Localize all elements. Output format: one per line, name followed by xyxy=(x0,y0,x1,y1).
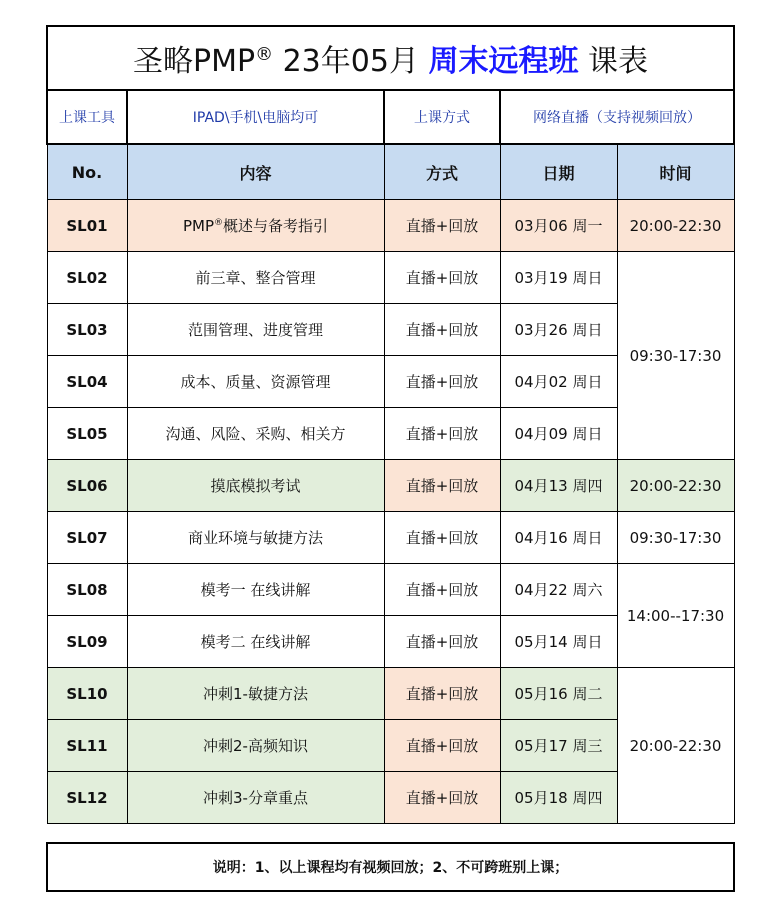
header-content: 内容 xyxy=(127,144,384,200)
row-time: 20:00-22:30 xyxy=(617,668,734,824)
row-mode: 直播+回放 xyxy=(384,408,500,460)
page-title xyxy=(47,26,734,90)
title-highlight: 周末远程班 xyxy=(428,44,579,79)
row-content: 沟通、风险、采购、相关方 xyxy=(127,408,384,460)
row-content: 模考二 在线讲解 xyxy=(127,616,384,668)
row-date: 05月17 周三 xyxy=(500,720,617,772)
table-row xyxy=(47,460,734,512)
row-content: PMP®概述与备考指引 xyxy=(127,200,384,252)
table-row xyxy=(47,668,734,720)
header-row xyxy=(47,144,734,200)
row-date: 03月06 周一 xyxy=(500,200,617,252)
schedule-sheet xyxy=(46,25,733,824)
table-row xyxy=(47,564,734,616)
row-date: 04月13 周四 xyxy=(500,460,617,512)
row-mode: 直播+回放 xyxy=(384,512,500,564)
header-date: 日期 xyxy=(500,144,617,200)
row-mode: 直播+回放 xyxy=(384,668,500,720)
row-time: 09:30-17:30 xyxy=(617,512,734,564)
row-time: 20:00-22:30 xyxy=(617,200,734,252)
row-no: SL09 xyxy=(47,616,127,668)
title-middle: 23年05月 xyxy=(273,44,429,79)
row-no: SL05 xyxy=(47,408,127,460)
row-date: 03月19 周日 xyxy=(500,252,617,304)
row-mode: 直播+回放 xyxy=(384,304,500,356)
footer-note: 说明：1、以上课程均有视频回放；2、不可跨班别上课； xyxy=(46,842,735,892)
tool-label: 上课工具 xyxy=(47,90,127,144)
row-time: 20:00-22:30 xyxy=(617,460,734,512)
row-mode: 直播+回放 xyxy=(384,252,500,304)
row-mode: 直播+回放 xyxy=(384,616,500,668)
row-content: 冲刺3-分章重点 xyxy=(127,772,384,824)
mode-label: 上课方式 xyxy=(384,90,500,144)
row-content: 成本、质量、资源管理 xyxy=(127,356,384,408)
title-suffix: 课表 xyxy=(578,44,649,79)
header-no: No. xyxy=(47,144,127,200)
row-no: SL03 xyxy=(47,304,127,356)
info-row xyxy=(47,90,734,144)
row-time: 14:00--17:30 xyxy=(617,564,734,668)
row-no: SL08 xyxy=(47,564,127,616)
row-no: SL11 xyxy=(47,720,127,772)
row-date: 04月16 周日 xyxy=(500,512,617,564)
row-content: 模考一 在线讲解 xyxy=(127,564,384,616)
row-date: 04月02 周日 xyxy=(500,356,617,408)
title-prefix: 圣略PMP xyxy=(132,44,256,79)
row-mode: 直播+回放 xyxy=(384,720,500,772)
row-mode: 直播+回放 xyxy=(384,772,500,824)
mode-value: 网络直播（支持视频回放） xyxy=(500,90,734,144)
schedule-table xyxy=(46,25,735,824)
row-content: 冲刺2-高频知识 xyxy=(127,720,384,772)
row-mode: 直播+回放 xyxy=(384,460,500,512)
registered-mark: ® xyxy=(255,44,274,65)
row-mode: 直播+回放 xyxy=(384,200,500,252)
row-content: 商业环境与敏捷方法 xyxy=(127,512,384,564)
tool-value: IPAD\手机\电脑均可 xyxy=(127,90,384,144)
table-row xyxy=(47,512,734,564)
row-date: 05月16 周二 xyxy=(500,668,617,720)
row-content: 范围管理、进度管理 xyxy=(127,304,384,356)
row-no: SL01 xyxy=(47,200,127,252)
header-time: 时间 xyxy=(617,144,734,200)
row-mode: 直播+回放 xyxy=(384,564,500,616)
row-no: SL10 xyxy=(47,668,127,720)
table-row xyxy=(47,252,734,304)
row-content: 冲刺1-敏捷方法 xyxy=(127,668,384,720)
row-no: SL04 xyxy=(47,356,127,408)
row-mode: 直播+回放 xyxy=(384,356,500,408)
row-content: 前三章、整合管理 xyxy=(127,252,384,304)
row-no: SL02 xyxy=(47,252,127,304)
header-mode: 方式 xyxy=(384,144,500,200)
row-time: 09:30-17:30 xyxy=(617,252,734,460)
row-date: 04月22 周六 xyxy=(500,564,617,616)
row-no: SL06 xyxy=(47,460,127,512)
row-date: 03月26 周日 xyxy=(500,304,617,356)
row-date: 05月18 周四 xyxy=(500,772,617,824)
row-no: SL12 xyxy=(47,772,127,824)
table-row xyxy=(47,200,734,252)
row-content: 摸底模拟考试 xyxy=(127,460,384,512)
row-date: 04月09 周日 xyxy=(500,408,617,460)
row-no: SL07 xyxy=(47,512,127,564)
row-date: 05月14 周日 xyxy=(500,616,617,668)
